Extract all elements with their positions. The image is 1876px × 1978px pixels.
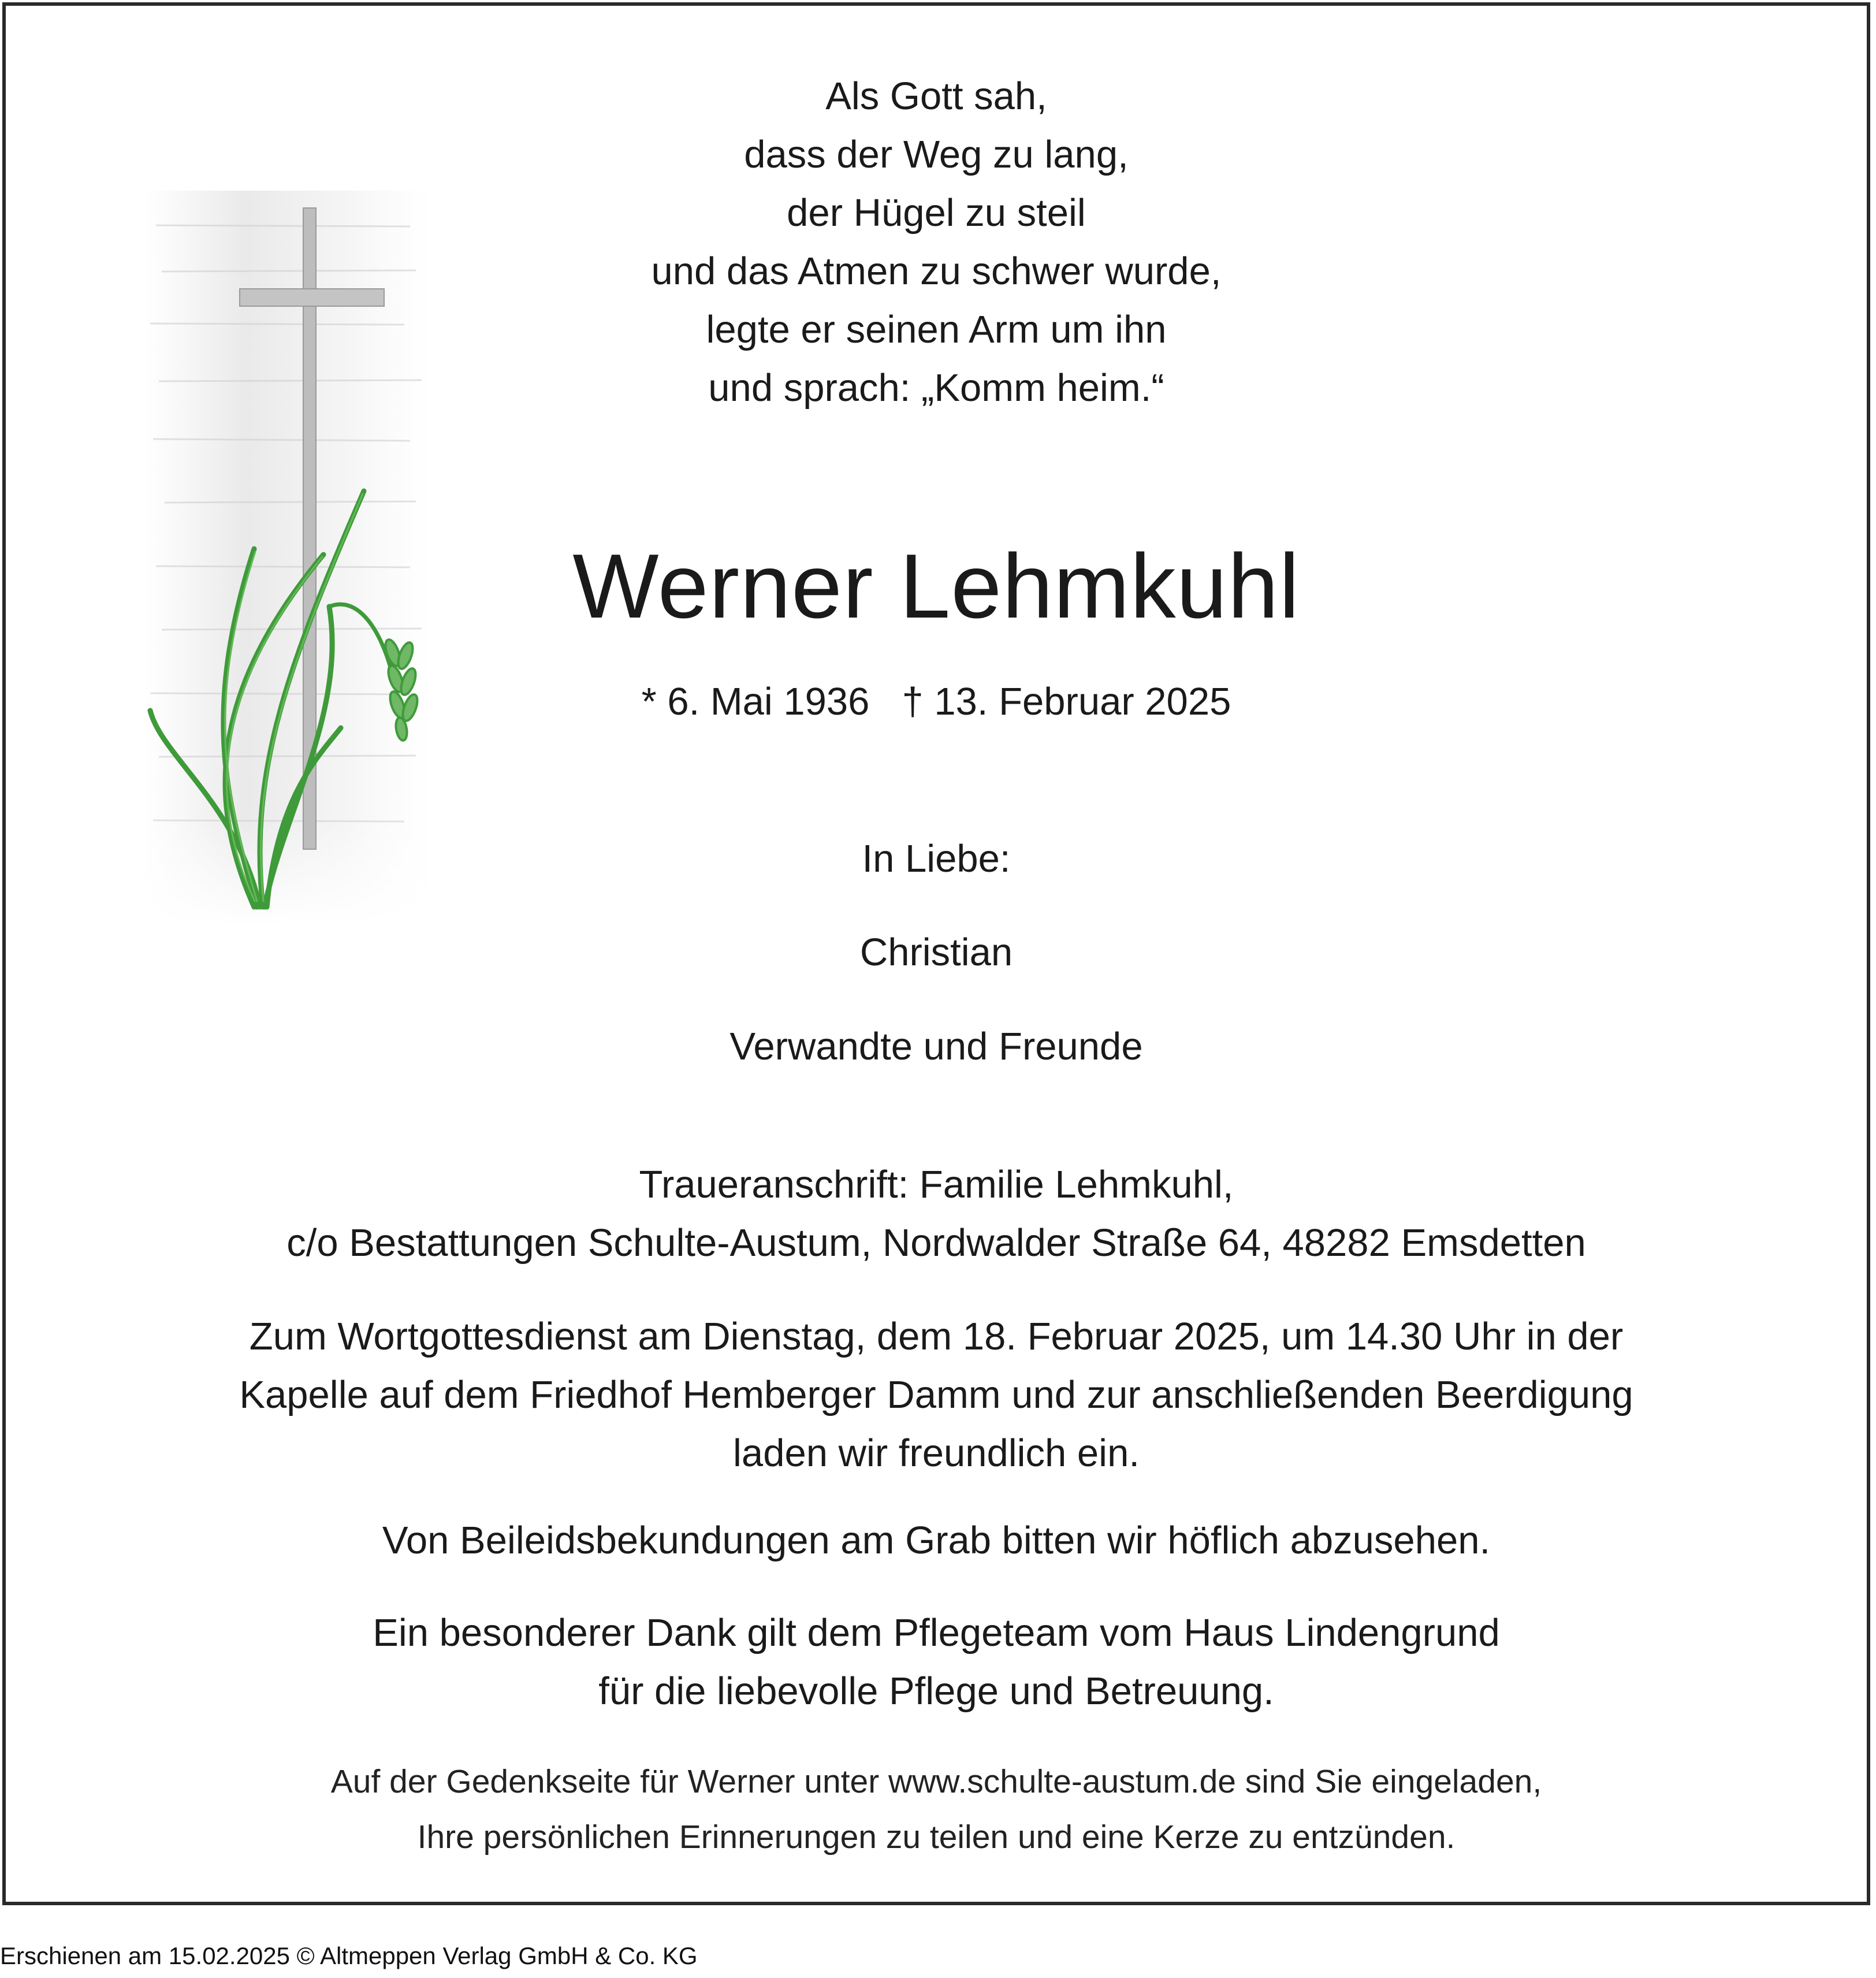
poem-line: legte er seinen Arm um ihn: [706, 308, 1167, 351]
memorial-line: Ihre persönlichen Erinnerungen zu teilen und eine Kerze zu entzünden.: [417, 1819, 1456, 1856]
life-dates: [6, 676, 1867, 728]
mourning-address: [6, 1155, 1867, 1272]
thanks-line: Ein besonderer Dank gilt dem Pflegeteam vom Haus Lindengrund: [373, 1611, 1500, 1654]
service-notice: [6, 1307, 1867, 1482]
death-date: † 13. Februar 2025: [902, 680, 1231, 723]
obituary-frame: [2, 2, 1870, 1905]
poem-line: und sprach: „Komm heim.“: [708, 366, 1164, 410]
service-line: laden wir freundlich ein.: [733, 1432, 1140, 1475]
mourner-name: Verwandte und Freunde: [729, 1025, 1143, 1068]
memorial-page-notice: [6, 1754, 1867, 1865]
poem-line: der Hügel zu steil: [787, 191, 1086, 235]
memorial-line: Auf der Gedenkseite für Werner unter www.schulte-austum.de sind Sie eingeladen,: [330, 1763, 1542, 1800]
condolence-notice: Von Beileidsbekundungen am Grab bitten wir höflich abzusehen.: [382, 1519, 1491, 1562]
mourner-name: Christian: [859, 931, 1013, 974]
publication-footer: Erschienen am 15.02.2025 © Altmeppen Verlag GmbH & Co. KG: [0, 1942, 698, 1969]
poem-line: und das Atmen zu schwer wurde,: [651, 250, 1222, 293]
service-line: Kapelle auf dem Friedhof Hemberger Damm und zur anschließenden Beerdigung: [239, 1373, 1633, 1416]
poem: [6, 67, 1867, 417]
birth-date: * 6. Mai 1936: [641, 680, 870, 723]
service-line: Zum Wortgottesdienst am Dienstag, dem 18. Februar 2025, um 14.30 Uhr in der: [249, 1315, 1624, 1358]
poem-line: Als Gott sah,: [825, 75, 1047, 118]
poem-line: dass der Weg zu lang,: [744, 133, 1129, 176]
deceased-name: Werner Lehmkuhl: [572, 536, 1300, 637]
address-line: Traueranschrift: Familie Lehmkuhl,: [639, 1163, 1234, 1206]
thanks-line: für die liebevolle Pflege und Betreuung.: [598, 1670, 1274, 1713]
thanks-notice: [6, 1604, 1867, 1720]
mourners-intro: In Liebe:: [862, 837, 1011, 880]
address-line: c/o Bestattungen Schulte-Austum, Nordwalder Straße 64, 48282 Emsdetten: [286, 1221, 1586, 1265]
